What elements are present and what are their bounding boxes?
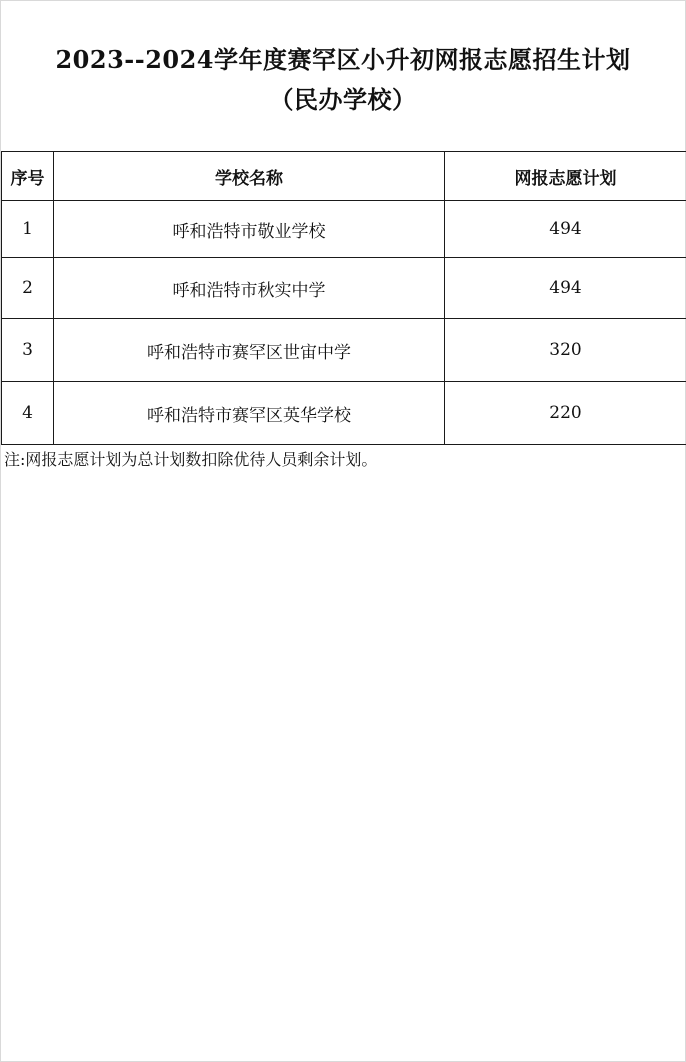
table-row [2,258,686,319]
cell-plan-count: 494 [445,201,686,258]
document-title [0,40,686,120]
table-row [2,382,686,445]
table-row [2,319,686,382]
cell-school-name: 呼和浩特市敬业学校 [54,201,445,258]
cell-plan-count: 220 [445,382,686,445]
table-header-row [2,152,686,201]
enrollment-plan-table [1,151,686,445]
cell-serial-number: 4 [2,382,54,445]
cell-school-name: 呼和浩特市赛罕区英华学校 [54,382,445,445]
cell-serial-number: 3 [2,319,54,382]
cell-plan-count: 320 [445,319,686,382]
header-school-name: 学校名称 [54,152,445,201]
cell-school-name: 呼和浩特市秋实中学 [54,258,445,319]
cell-school-name: 呼和浩特市赛罕区世宙中学 [54,319,445,382]
title-line-main: 2023--2024学年度赛罕区小升初网报志愿招生计划 [55,45,631,74]
cell-serial-number: 1 [2,201,54,258]
table-row [2,201,686,258]
cell-plan-count: 494 [445,258,686,319]
header-plan-count: 网报志愿计划 [445,152,686,201]
footnote: 注:网报志愿计划为总计划数扣除优待人员剩余计划。 [4,450,378,469]
title-line-subtitle: （民办学校） [269,85,417,114]
cell-serial-number: 2 [2,258,54,319]
header-serial-number: 序号 [2,152,54,201]
